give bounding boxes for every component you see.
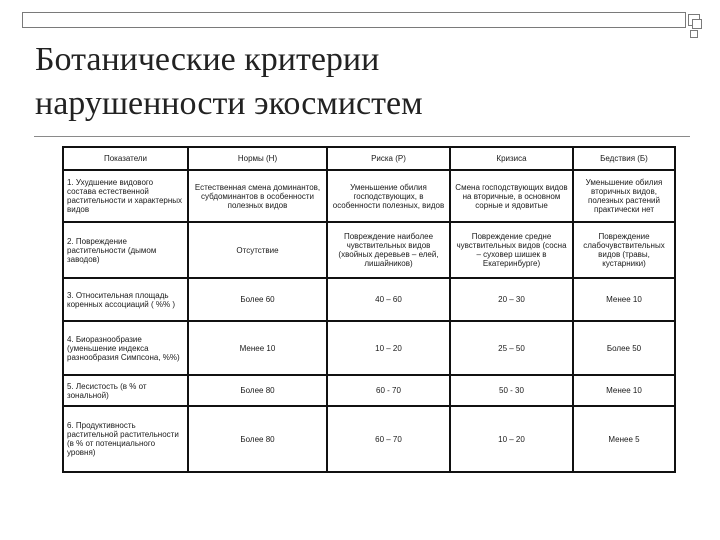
table-cell: Отсутствие <box>188 222 327 278</box>
table-cell: Смена господствующих видов на вторичные, в основном сорные и ядовитые <box>450 170 573 222</box>
header-risk: Риска (Р) <box>327 147 450 170</box>
table-cell: Более 50 <box>573 321 675 375</box>
table-cell: Менее 10 <box>188 321 327 375</box>
table-cell: Повреждение слабочувствительных видов (травы, кустарники) <box>573 222 675 278</box>
corner-square-3 <box>690 30 698 38</box>
header-indicators: Показатели <box>63 147 188 170</box>
table-cell: Уменьшение обилия господствующих, в особенности полезных, видов <box>327 170 450 222</box>
table-cell: 20 – 30 <box>450 278 573 321</box>
table-cell: Повреждение средне чувствительных видов (сосна – суховер шишек в Екатеринбурге) <box>450 222 573 278</box>
table-cell: 3. Относительная площадь коренных ассоциаций ( %% ) <box>63 278 188 321</box>
slide-title-line-1: Ботанические критерии <box>35 41 380 78</box>
table-cell: Повреждение наиболее чувствительных видов (хвойных деревьев – елей, лишайников) <box>327 222 450 278</box>
header-norm: Нормы (Н) <box>188 147 327 170</box>
table-row <box>63 222 675 278</box>
criteria-table <box>62 146 676 473</box>
table-cell: 6. Продуктивность растительной растительности (в % от потенциального уровня) <box>63 406 188 472</box>
table-cell: 1. Ухудшение видового состава естественной растительности и характерных видов <box>63 170 188 222</box>
table-cell: 60 – 70 <box>327 406 450 472</box>
corner-square-2 <box>692 19 702 29</box>
table-row <box>63 321 675 375</box>
table-cell: 40 – 60 <box>327 278 450 321</box>
slide-title <box>35 38 675 126</box>
table-cell: Менее 5 <box>573 406 675 472</box>
table-cell: 50 - 30 <box>450 375 573 406</box>
table-cell: 2. Повреждение растительности (дымом заводов) <box>63 222 188 278</box>
table-cell: 60 - 70 <box>327 375 450 406</box>
slide-title-line-2: нарушенности экосмистем <box>35 85 423 122</box>
table-row <box>63 375 675 406</box>
header-crisis: Кризиса <box>450 147 573 170</box>
title-divider <box>34 136 690 137</box>
table-cell: Более 80 <box>188 406 327 472</box>
table-row <box>63 170 675 222</box>
table-cell: Более 60 <box>188 278 327 321</box>
table-cell: 5. Лесистость (в % от зональной) <box>63 375 188 406</box>
table-cell: 10 – 20 <box>327 321 450 375</box>
table-cell: Естественная смена доминантов, субдоминантов в особенности полезных видов <box>188 170 327 222</box>
table-cell: Менее 10 <box>573 278 675 321</box>
top-decorative-bar <box>22 12 686 28</box>
table-cell: Более 80 <box>188 375 327 406</box>
table-cell: 10 – 20 <box>450 406 573 472</box>
table-row <box>63 406 675 472</box>
table-cell: Уменьшение обилия вторичных видов, полезных растений практически нет <box>573 170 675 222</box>
table-header-row <box>63 147 675 170</box>
header-disaster: Бедствия (Б) <box>573 147 675 170</box>
table-cell: 4. Биоразнообразие (уменьшение индекса разнообразия Симпсона, %%) <box>63 321 188 375</box>
table-cell: 25 – 50 <box>450 321 573 375</box>
table-cell: Менее 10 <box>573 375 675 406</box>
table-row <box>63 278 675 321</box>
